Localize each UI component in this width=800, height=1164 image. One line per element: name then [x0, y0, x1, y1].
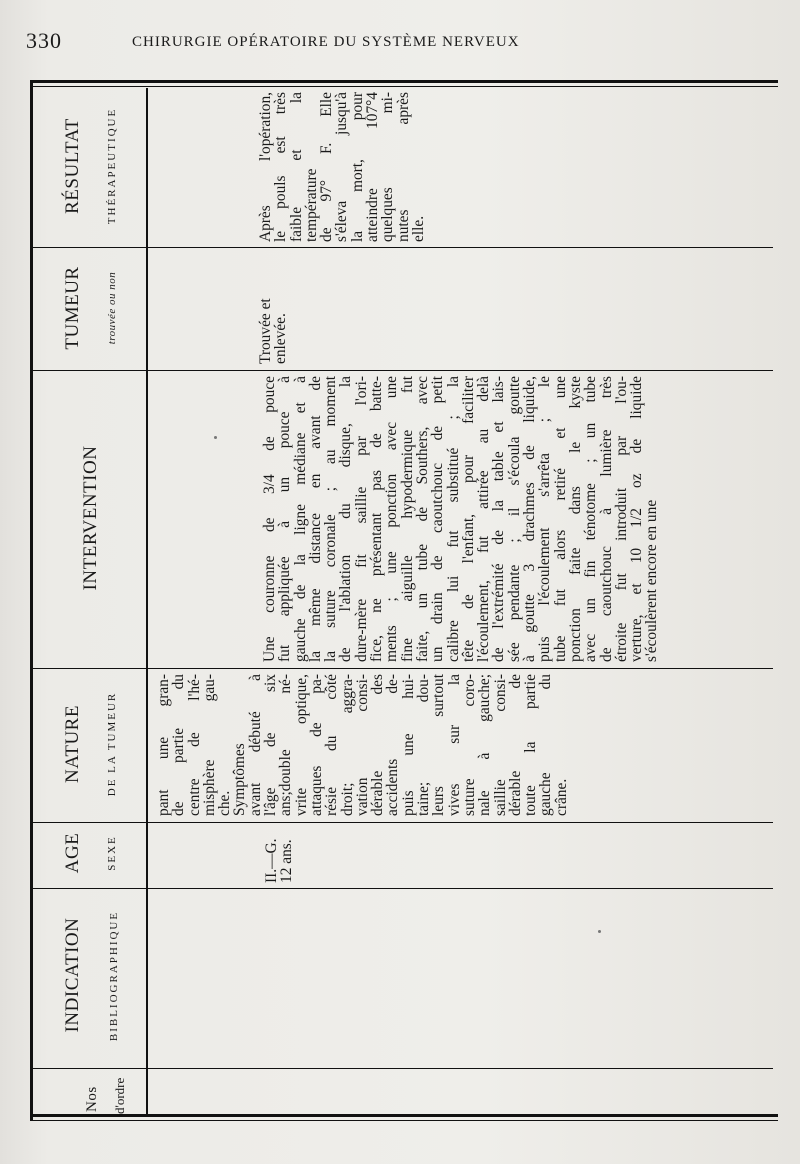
intervention-line: sée pendante ; il s'écoula goutte [505, 376, 523, 662]
cell-nature [156, 674, 569, 816]
resultat-line: le pouls est très [272, 92, 290, 242]
nature-line: Symptômes [231, 743, 249, 816]
header-resultat-main: RÉSULTAT [62, 118, 83, 214]
intervention-line: Une couronne de 3/4 de pouce [261, 376, 278, 662]
intervention-line: calibre lui fut substitué ; la [444, 376, 462, 662]
intervention-line: ments ; une ponction avec une [383, 376, 401, 662]
nature-line: gauche du [537, 674, 555, 816]
header-nature-sub: DE LA TUMEUR [106, 691, 118, 797]
header-indication-sub-wrap [108, 892, 120, 1060]
intervention-line: fice, ne présentant pas de batte- [368, 376, 386, 662]
nature-line: l'âge de six [262, 674, 280, 816]
tumeur-line-1: Trouvée et [257, 298, 274, 364]
resultat-line: faible et la [287, 92, 305, 242]
header-tumeur [62, 252, 84, 364]
paper-speck [598, 930, 601, 933]
nature-line: crâne. [552, 778, 570, 816]
header-tumeur-sub-wrap [106, 252, 118, 364]
col-sep-intervention-nature [33, 668, 773, 669]
nature-line: dérable de [506, 674, 524, 816]
resultat-line: quelques mi- [379, 92, 397, 242]
age-line-1: II.—G. [263, 838, 280, 883]
cell-age [264, 826, 295, 883]
nature-line: de partie du [170, 674, 188, 816]
header-tumeur-main: TUMEUR [62, 266, 83, 350]
nature-line: vives sur la [445, 674, 463, 816]
col-sep-tumeur-intervention [33, 370, 773, 371]
frame-top-rule-inner [30, 86, 778, 87]
header-intervention-main: INTERVENTION [80, 445, 101, 591]
intervention-line: la même distance en avant de [306, 376, 324, 662]
paper-speck [214, 436, 217, 439]
nature-line: vrite optique, [292, 674, 310, 816]
header-nature [62, 678, 84, 810]
nature-line: ans;double né- [277, 674, 295, 816]
running-title: CHIRURGIE OPÉRATOIRE DU SYSTÈME NERVEUX [132, 34, 520, 50]
intervention-line: un drain de caoutchouc de petit [429, 376, 447, 662]
nature-line: droit; aggra- [338, 674, 356, 816]
nature-line: attaques de pa- [307, 674, 325, 816]
frame-bottom-rule-inner [30, 1120, 778, 1121]
header-indication-main: INDICATION [62, 917, 83, 1033]
header-resultat-sub-wrap [106, 92, 118, 240]
header-indication [62, 900, 84, 1050]
header-resultat-sub: THÉRAPEUTIQUE [106, 107, 118, 225]
nature-line: dérable des [369, 674, 387, 816]
nature-line: suture coro- [460, 674, 478, 816]
intervention-line: dure-mère fit saillie par l'ori- [352, 376, 370, 662]
intervention-line: l'écoulement, fut attirée au delà [475, 376, 493, 662]
nature-line: centre de l'hé- [185, 674, 203, 816]
header-ordre-main: Nos [84, 1086, 100, 1112]
intervention-line: gauche de la ligne médiane et à [291, 376, 309, 662]
intervention-line: faite, un tube de Southers, avec [413, 376, 431, 662]
col-sep-indication-ordre [33, 1068, 773, 1069]
intervention-line: à goutte 3 drachmes de liquide, [521, 376, 539, 662]
header-age-sub: SEXE [106, 835, 118, 871]
nature-line: che. [216, 790, 234, 816]
header-age-main: AGE [62, 832, 83, 874]
resultat-line: température [302, 168, 320, 242]
header-age [62, 828, 84, 878]
intervention-line: fut appliquée à un pouce à [276, 376, 294, 662]
resultat-line: elle. [409, 215, 427, 242]
header-resultat [62, 92, 84, 240]
header-ordre-sub-wrap [112, 1078, 128, 1114]
nature-line: saillie consi- [491, 674, 509, 816]
intervention-line: verture, et 10 1/2 oz de liquide [628, 376, 646, 662]
age-line-2: 12 ans. [278, 839, 296, 883]
col-sep-resultat-tumeur [33, 247, 773, 248]
header-ordre [84, 1086, 101, 1112]
resultat-line: s'éleva jusqu'à [333, 92, 351, 242]
intervention-line: la suture coronale ; au moment [322, 376, 340, 662]
intervention-line: fine aiguille hypodermique fut [398, 376, 416, 662]
resultat-line: atteindre 107°4 [364, 92, 382, 242]
intervention-line: s'écoulèrent encore en une [643, 499, 661, 662]
page-number: 330 [26, 28, 62, 53]
nature-line: nale à gauche; [476, 674, 494, 816]
resultat-line: Après l'opération, [257, 92, 274, 242]
nature-line: pant une gran- [155, 674, 172, 816]
header-indication-sub: BIBLIOGRAPHIQUE [108, 910, 120, 1042]
resultat-line: nutes après [394, 92, 412, 242]
intervention-line: de l'extrémité de la table et lais- [490, 376, 508, 662]
intervention-line: puis l'écoulement s'arrêta ; le [536, 376, 554, 662]
header-age-sub-wrap [106, 828, 118, 878]
nature-line: résie du côté [323, 674, 341, 816]
cell-intervention [262, 376, 660, 662]
intervention-line: de caoutchouc à lumière très [597, 376, 615, 662]
intervention-line: ponction faite dans le kyste [566, 376, 584, 662]
nature-line: taine; dou- [415, 674, 433, 816]
resultat-line: de 97° F. Elle [318, 92, 336, 242]
header-nature-main: NATURE [62, 705, 83, 783]
header-intervention [80, 380, 102, 656]
frame-bottom-rule [30, 1114, 778, 1117]
col-sep-age-indication [33, 888, 773, 889]
col-sep-nature-age [33, 822, 773, 823]
resultat-line: la mort, pour [348, 92, 366, 242]
intervention-line: de l'ablation du disque, la [337, 376, 355, 662]
nature-line: misphère gau- [200, 674, 218, 816]
intervention-line: étroite fut introduit par l'ou- [612, 376, 630, 662]
header-nature-sub-wrap [106, 678, 118, 810]
cell-resultat [258, 92, 426, 242]
header-separator [146, 88, 148, 1114]
nature-line: accidents de- [384, 674, 402, 816]
cell-tumeur [258, 256, 289, 364]
nature-line: toute la partie [522, 674, 540, 816]
intervention-line: tête de l'enfant, pour faciliter [459, 376, 477, 662]
frame-top-rule [30, 80, 778, 83]
nature-line: vation consi- [353, 674, 371, 816]
nature-line: puis une hui- [399, 674, 417, 816]
intervention-line: avec un fin ténotome ; un tube [582, 376, 600, 662]
frame-left-rule [30, 80, 33, 1120]
nature-line: avant débuté à [246, 674, 264, 816]
intervention-line: tube fut alors retiré et une [551, 376, 569, 662]
header-ordre-sub: d'ordre [112, 1077, 127, 1114]
header-tumeur-sub: trouvée ou non [106, 271, 118, 345]
nature-line: leurs surtout [430, 674, 448, 816]
tumeur-line-2: enlevée. [272, 313, 290, 364]
